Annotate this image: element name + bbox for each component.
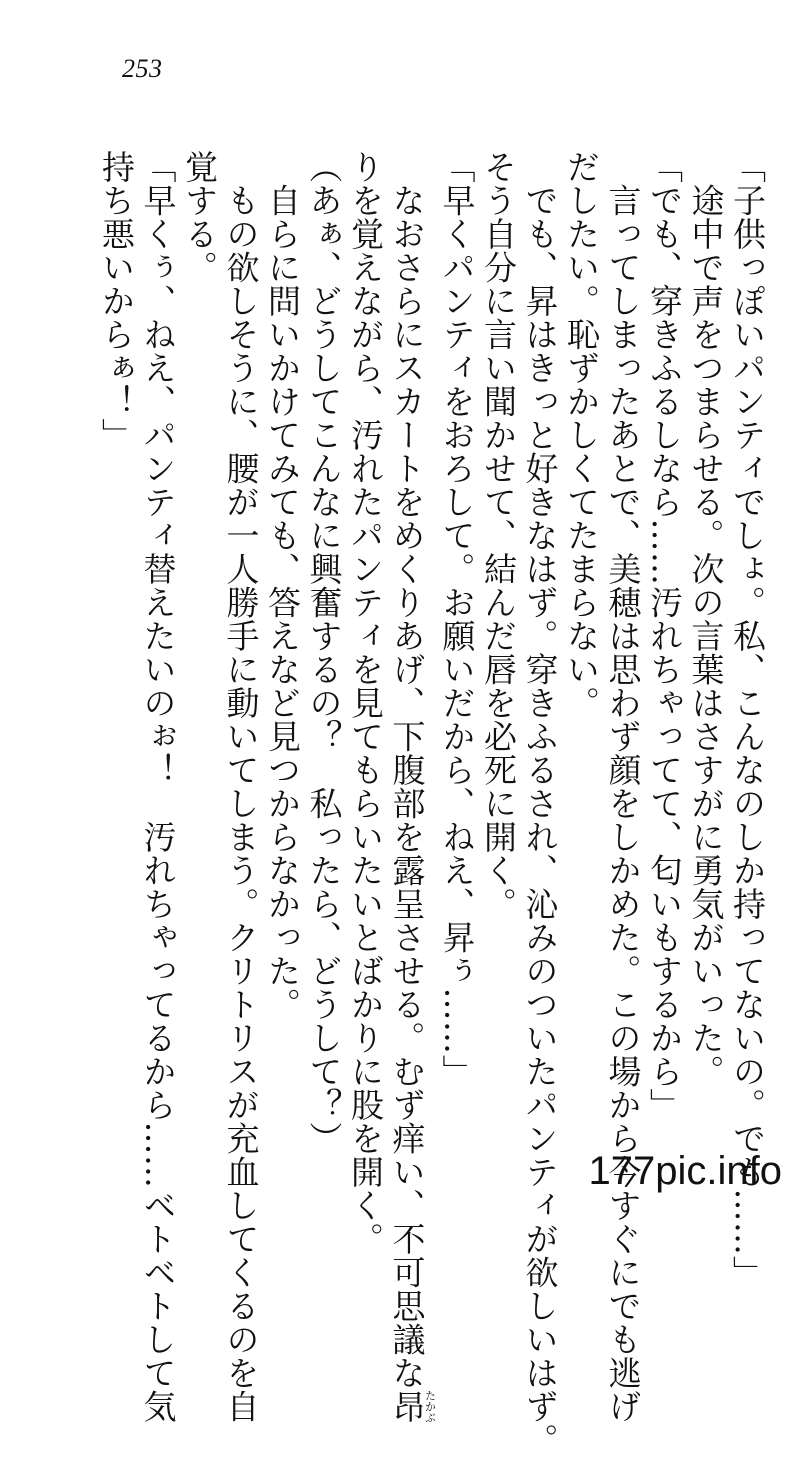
text-line: りを覚えながら、汚れたパンティを見てもらいたいとばかりに股を開く。: [346, 150, 385, 1256]
text-line: そう自分に言い聞かせて、結んだ唇を必死に開く。: [479, 150, 518, 921]
text-line: 持ち悪いからぁ！」: [97, 150, 136, 452]
text-line: だしたい。恥ずかしくてたまらない。: [562, 150, 601, 720]
text-line: 「早くぅ、ねえ、パンティ替えたいのぉ！ 汚れちゃってるから……ベトベトして気: [138, 150, 178, 1423]
text-line: （あぁ、どうしてこんなに興奮するの？ 私ったら、どうして？）: [304, 150, 344, 1155]
text-line: もの欲しそうに、腰が一人勝手に動いてしまう。クリトリスが充血してくるのを自: [221, 150, 261, 1423]
text-line-with-ruby: [386, 150, 437, 1423]
text-line-segment: なおさらにスカートをめくりあげ、下腹部を露呈させる。むず痒い、不可思議な: [387, 150, 427, 1390]
text-line: 「子供っぽいパンティでしょ。私、こんなのしか持ってないの。でも……」: [728, 150, 767, 1289]
watermark: 177pic.info: [588, 1149, 782, 1193]
text-line: 言ってしまったあとで、美穂は思わず顔をしかめた。この場から今すぐにでも逃げ: [603, 150, 643, 1423]
ruby-reading: たかぶ: [423, 1389, 437, 1423]
page-number: 253: [122, 54, 163, 83]
text-line: 「早くパンティをおろして。お願いだから、ねえ、昇ぅ……」: [437, 150, 477, 1088]
ruby-annotation: [387, 1389, 437, 1424]
text-line: 途中で声をつまらせる。次の言葉はさすがに勇気がいった。: [686, 150, 726, 1088]
text-line: 自らに問いかけてみても、答えなど見つからなかった。: [263, 150, 302, 1021]
text-line: 覚する。: [180, 150, 219, 284]
text-line: 「でも、穿きふるしなら……汚れちゃってて、匂いもするから」: [645, 150, 684, 1122]
ruby-base: 昂: [387, 1389, 427, 1423]
text-line: でも、昇はきっと好きなはず。穿きふるされ、沁みのついたパンティが欲しいはず。: [520, 150, 560, 1457]
